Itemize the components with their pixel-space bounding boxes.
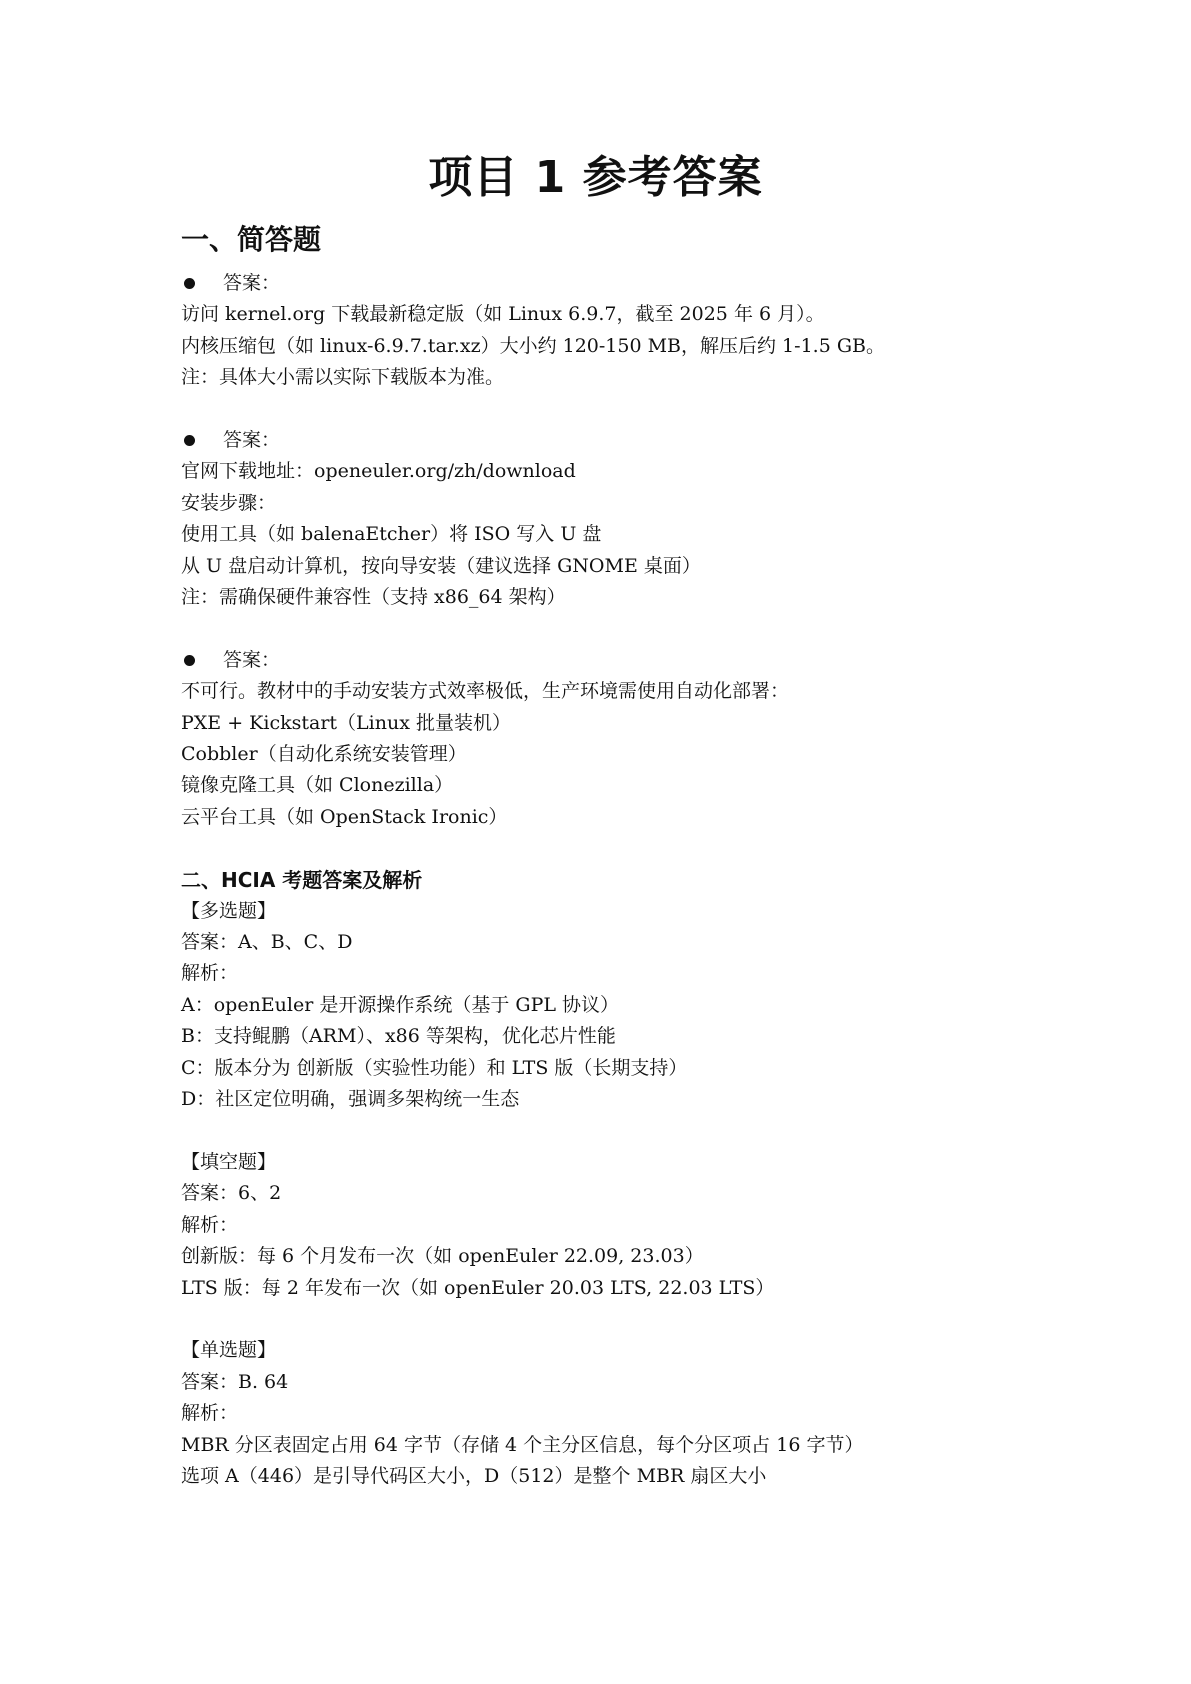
analysis-line: D：社区定位明确，强调多架构统一生态 <box>181 1088 520 1111</box>
analysis-line: C：版本分为 创新版（实验性功能）和 LTS 版（长期支持） <box>181 1056 688 1079</box>
bullet-item <box>181 268 1081 299</box>
analysis-label: 解析： <box>181 1213 239 1236</box>
answer-line: 从 U 盘启动计算机，按向导安装（建议选择 GNOME 桌面） <box>181 554 701 577</box>
answer-line: 安装步骤： <box>181 491 277 514</box>
answer-line: 内核压缩包（如 linux-6.9.7.tar.xz）大小约 120-150 MB，解压后约 1-1.5 GB。 <box>181 334 885 357</box>
question-group-fill-in <box>181 1147 1081 1304</box>
analysis-line: 创新版：每 6 个月发布一次（如 openEuler 22.09, 23.03） <box>181 1245 704 1268</box>
analysis-line: MBR 分区表固定占用 64 字节（存储 4 个主分区信息，每个分区项占 16 字节） <box>181 1433 864 1456</box>
answer-line: 答案：B. 64 <box>181 1370 289 1393</box>
analysis-line: B：支持鲲鹏（ARM）、x86 等架构，优化芯片性能 <box>181 1025 616 1048</box>
answer-line: 官网下载地址：openeuler.org/zh/download <box>181 460 576 483</box>
bullet-dot-icon <box>184 435 195 446</box>
short-answer-item-3 <box>181 645 1081 833</box>
bullet-dot-icon <box>184 655 195 666</box>
bullet-item <box>181 645 1081 676</box>
short-answer-item-1 <box>181 268 1081 394</box>
short-answer-item-2 <box>181 425 1081 613</box>
question-type-label: 【单选题】 <box>181 1339 277 1362</box>
answer-line: 注：具体大小需以实际下载版本为准。 <box>181 366 505 389</box>
question-type-label: 【填空题】 <box>181 1150 277 1173</box>
bullet-label: 答案： <box>223 272 281 294</box>
document-body <box>181 218 1081 1492</box>
answer-line: 使用工具（如 balenaEtcher）将 ISO 写入 U 盘 <box>181 523 602 546</box>
answer-line: PXE + Kickstart（Linux 批量装机） <box>181 711 511 734</box>
analysis-label: 解析： <box>181 962 239 985</box>
analysis-line: 选项 A（446）是引导代码区大小，D（512）是整个 MBR 扇区大小 <box>181 1464 767 1487</box>
answer-line: Cobbler（自动化系统安装管理） <box>181 743 467 766</box>
section-heading-short-answer: 一、简答题 <box>181 223 322 256</box>
answer-line: 注：需确保硬件兼容性（支持 x86_64 架构） <box>181 586 566 609</box>
bullet-dot-icon <box>184 278 195 289</box>
section-heading-hcia: 二、HCIA 考题答案及解析 <box>181 867 423 892</box>
bullet-label: 答案： <box>223 648 281 671</box>
page-title: 项目 1 参考答案 <box>428 152 763 203</box>
bullet-label: 答案： <box>223 429 281 452</box>
answer-line: 答案：A、B、C、D <box>181 931 353 954</box>
analysis-line: LTS 版：每 2 年发布一次（如 openEuler 20.03 LTS, 22.03 LTS） <box>181 1276 775 1299</box>
question-group-single-choice <box>181 1335 1081 1492</box>
answer-line: 答案：6、2 <box>181 1182 282 1205</box>
bullet-item <box>181 425 1081 456</box>
question-type-label: 【多选题】 <box>181 899 277 922</box>
question-group-multiple-choice <box>181 896 1081 1116</box>
answer-line: 不可行。教材中的手动安装方式效率极低，生产环境需使用自动化部署： <box>181 680 790 703</box>
analysis-label: 解析： <box>181 1402 239 1425</box>
answer-line: 云平台工具（如 OpenStack Ironic） <box>181 805 508 828</box>
analysis-line: A：openEuler 是开源操作系统（基于 GPL 协议） <box>181 993 620 1016</box>
answer-line: 镜像克隆工具（如 Clonezilla） <box>181 774 454 797</box>
answer-line: 访问 kernel.org 下载最新稳定版（如 Linux 6.9.7，截至 2025 年 6 月）。 <box>181 303 825 326</box>
